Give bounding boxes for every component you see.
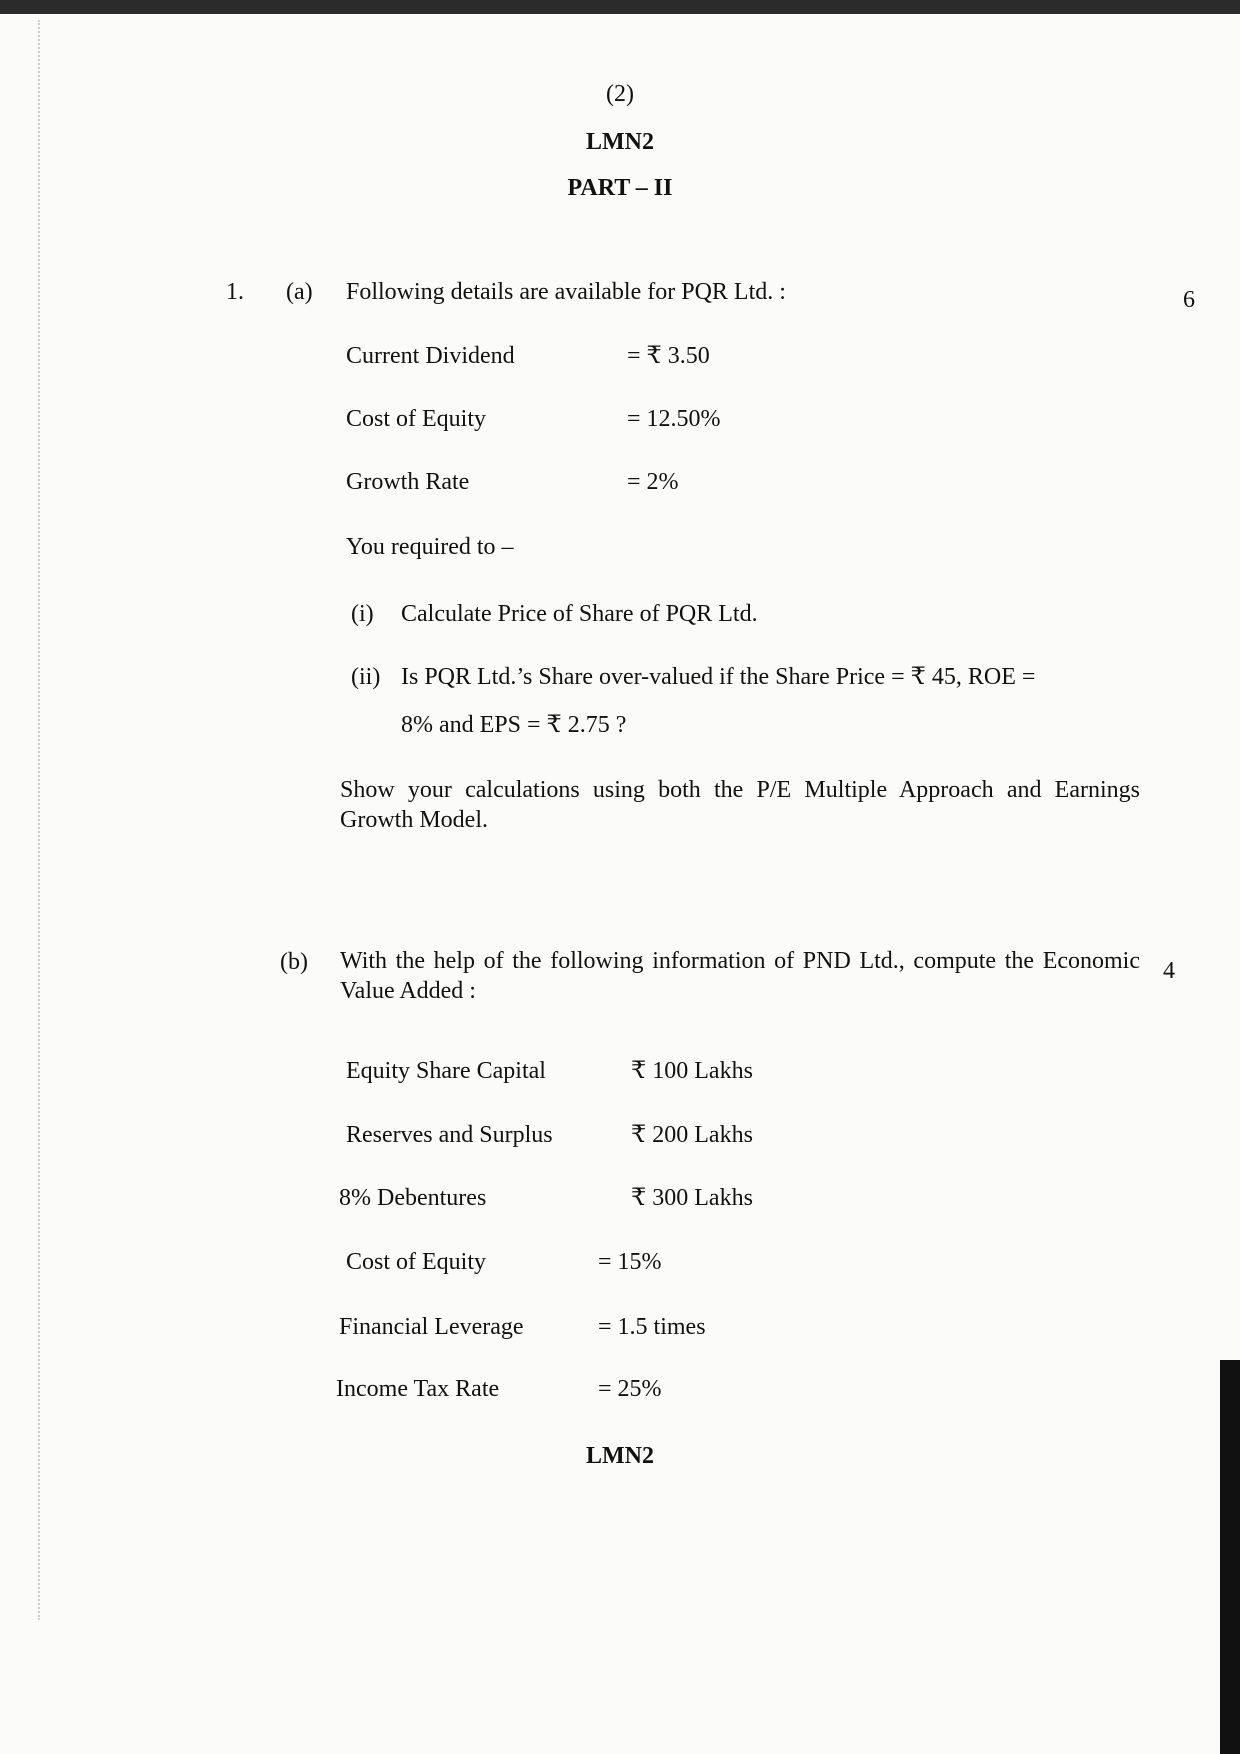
- detail-value: ₹ 300 Lakhs: [631, 1185, 753, 1211]
- paper-code-footer: LMN2: [586, 1443, 654, 1469]
- part-heading: PART – II: [567, 175, 673, 201]
- detail-value: = 2%: [627, 469, 679, 495]
- detail-value: = 1.5 times: [598, 1314, 706, 1340]
- detail-label: Reserves and Surplus: [346, 1122, 553, 1148]
- subpart-text-continued: 8% and EPS = ₹ 2.75 ?: [401, 712, 627, 738]
- detail-value: = 25%: [598, 1376, 662, 1402]
- page-number: (2): [606, 81, 634, 107]
- part-a-stem: Following details are available for PQR Ltd. :: [346, 279, 786, 305]
- page-left-margin: [38, 20, 41, 1620]
- part-a-label: (a): [286, 279, 313, 305]
- part-b-stem: With the help of the following information of PND Ltd., compute the Economic Value Added :: [340, 948, 1140, 1004]
- detail-label: Income Tax Rate: [336, 1376, 500, 1402]
- required-intro: You required to –: [346, 534, 514, 560]
- subpart-text: Calculate Price of Share of PQR Ltd.: [401, 601, 758, 627]
- detail-label: Cost of Equity: [346, 1249, 487, 1275]
- subpart-text: Is PQR Ltd.’s Share over-valued if the Share Price = ₹ 45, ROE =: [401, 664, 1036, 690]
- subpart-label: (i): [351, 601, 374, 627]
- detail-value: ₹ 200 Lakhs: [631, 1122, 753, 1148]
- part-a-marks: 6: [1183, 287, 1195, 313]
- paper-code-header: LMN2: [586, 129, 654, 155]
- detail-label: Equity Share Capital: [346, 1058, 546, 1084]
- part-b-marks: 4: [1163, 958, 1175, 984]
- detail-value: = 15%: [598, 1249, 662, 1275]
- page-top-border: [0, 0, 1240, 14]
- detail-value: ₹ 100 Lakhs: [631, 1058, 753, 1084]
- part-b-label: (b): [280, 949, 308, 975]
- detail-label: Financial Leverage: [339, 1314, 524, 1340]
- part-a-instruction: Show your calculations using both the P/E Multiple Approach and Earnings Growth Model.: [340, 777, 1140, 833]
- page-right-edge: [1220, 1360, 1240, 1754]
- question-number: 1.: [226, 279, 244, 305]
- detail-label: Cost of Equity: [346, 406, 487, 432]
- detail-value: = 12.50%: [627, 406, 721, 432]
- detail-value: = ₹ 3.50: [627, 343, 710, 369]
- detail-label: 8% Debentures: [339, 1185, 487, 1211]
- detail-label: Current Dividend: [346, 343, 515, 369]
- detail-label: Growth Rate: [346, 469, 470, 495]
- subpart-label: (ii): [351, 664, 381, 690]
